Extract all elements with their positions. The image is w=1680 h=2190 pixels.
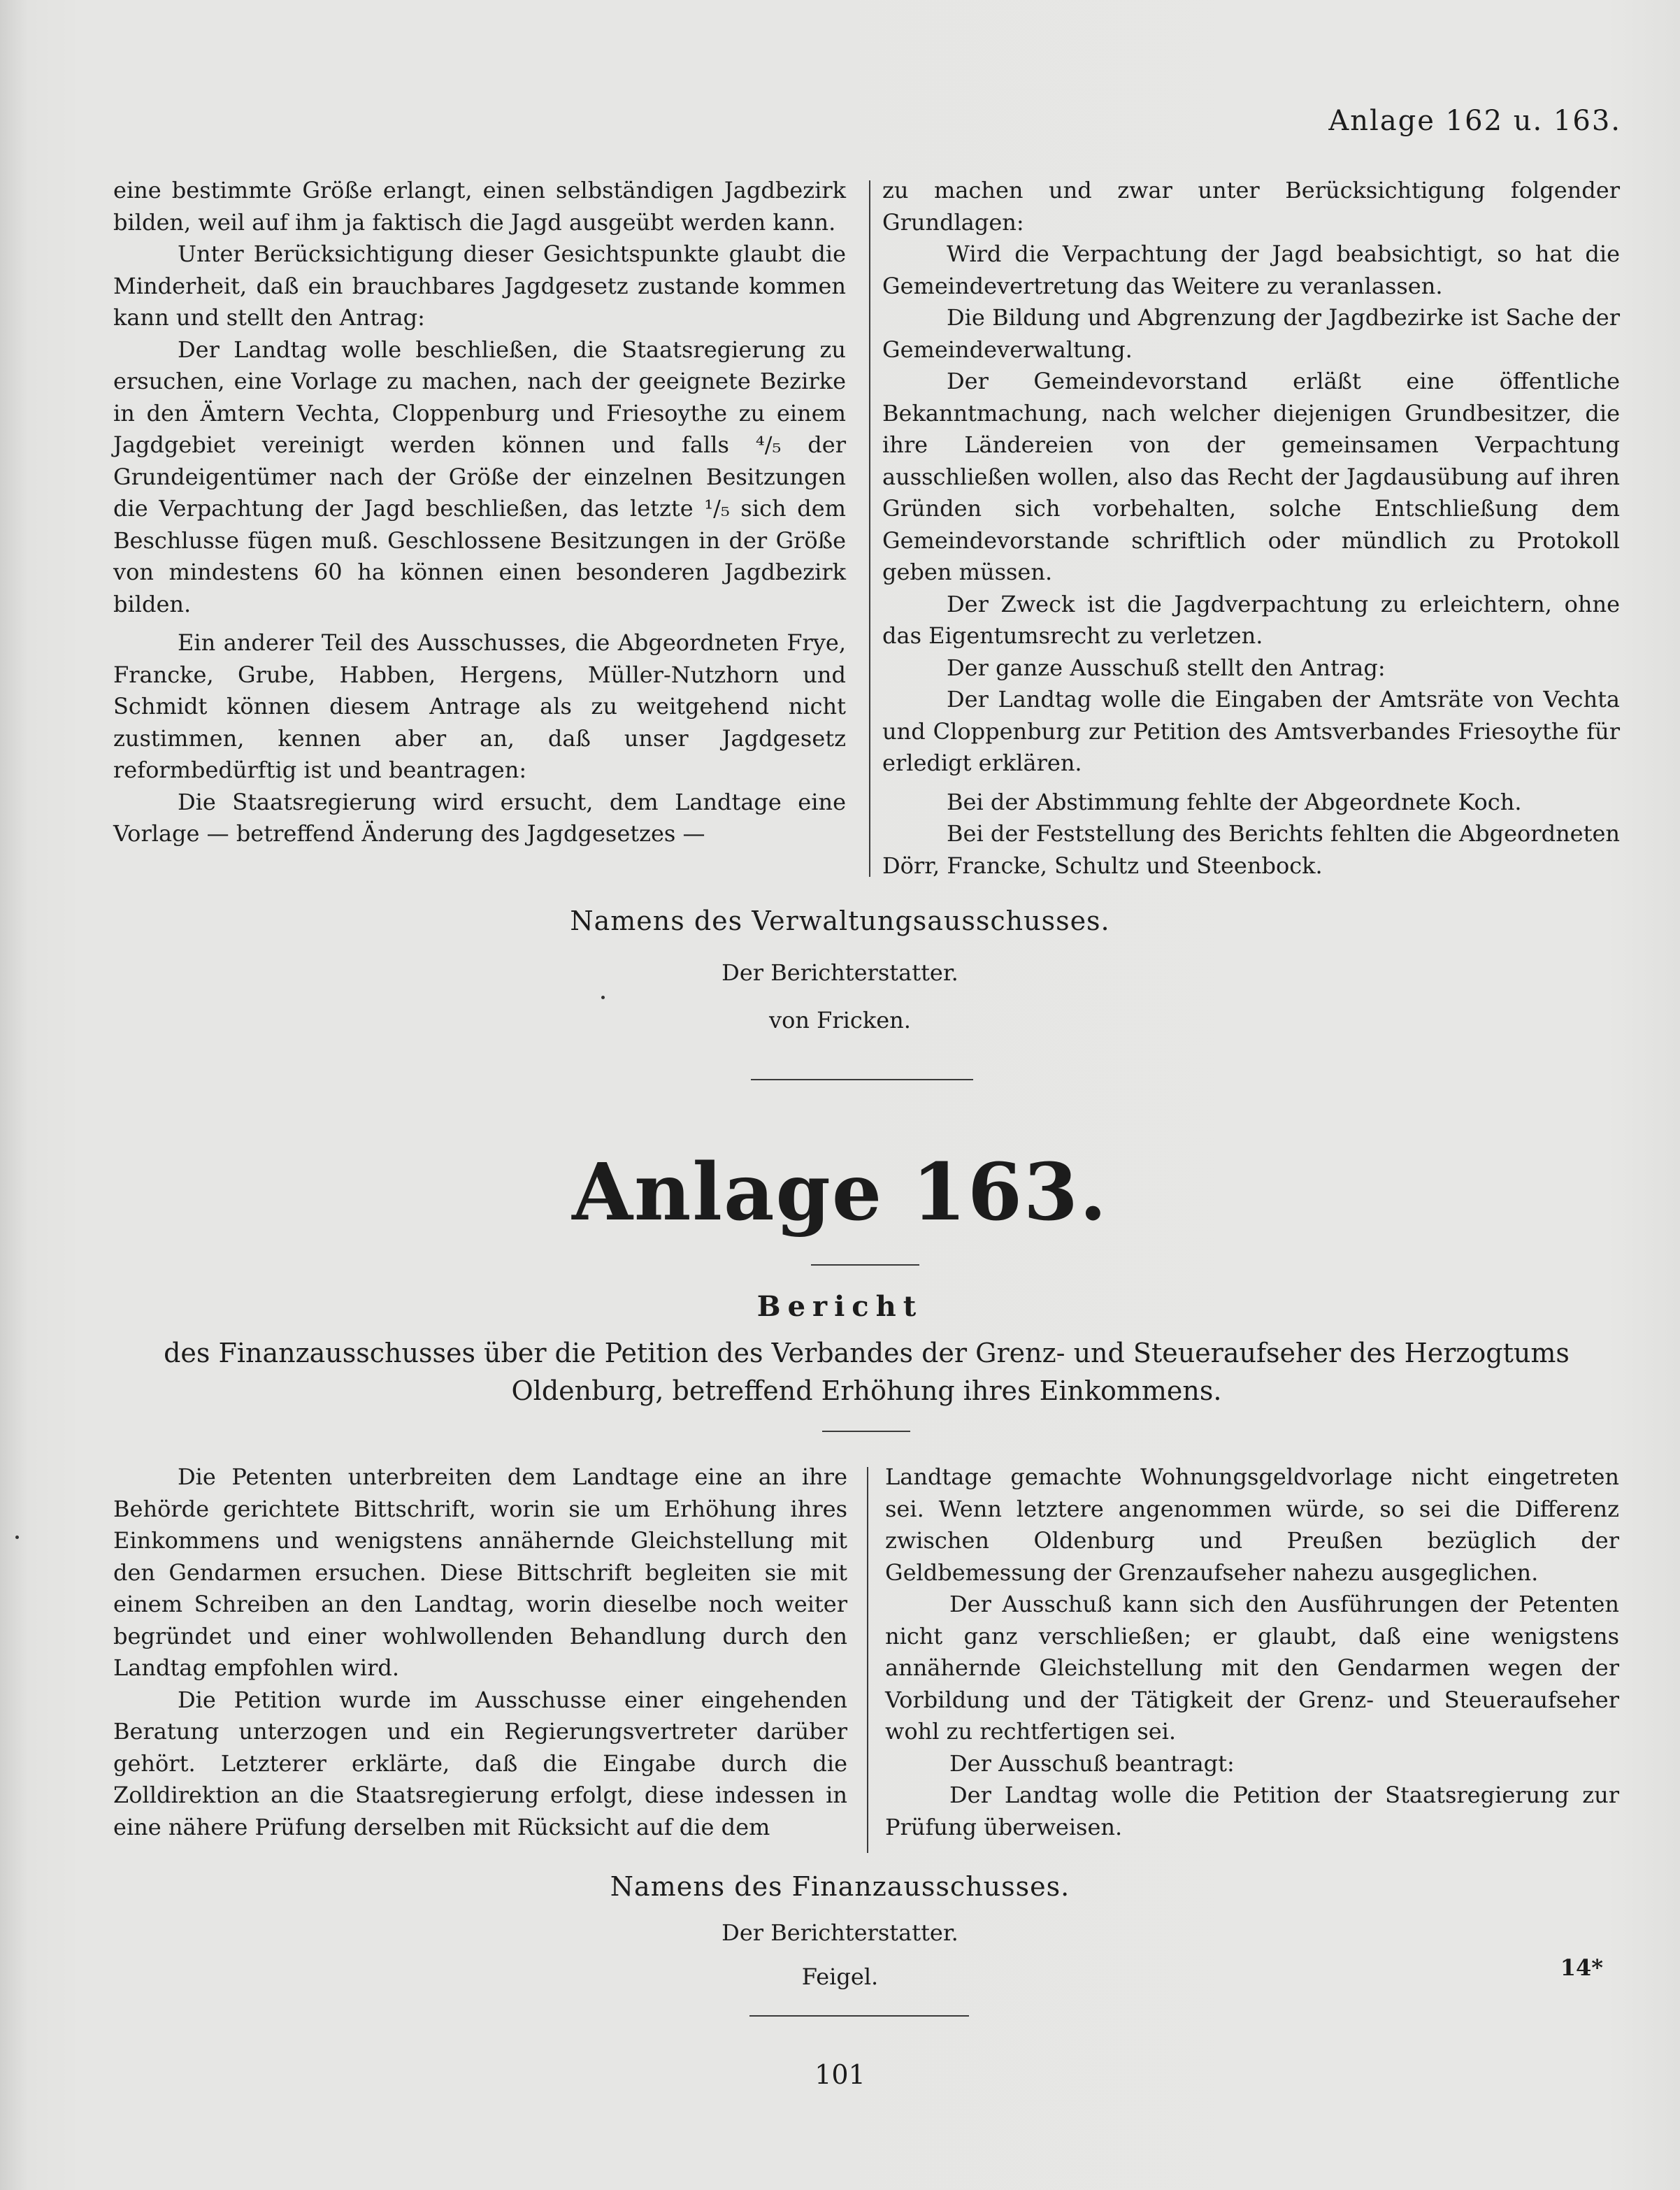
- closing-divider: [749, 2015, 969, 2017]
- report-heading: Bericht: [756, 1290, 924, 1323]
- paragraph: Bei der Feststellung des Berichts fehlten die Abgeordneten Dörr, Francke, Schultz und Steenbock.: [882, 820, 1621, 879]
- print-speck: [15, 1536, 19, 1539]
- paragraph: Die Bildung und Abgrenzung der Jagdbezirke ist Sache der Gemeindeverwaltung.: [882, 304, 1620, 363]
- signature-committee: Namens des Finanzausschusses.: [610, 1871, 1070, 1902]
- column-divider: [867, 1467, 868, 1853]
- paragraph: Der Gemeindevorstand erläßt eine öffentliche Bekanntmachung, nach welcher diejenigen Grundbesitzer, die ihre Ländereien von der gemeinsamen Verpachtung ausschließen wollen, also das Recht der Jagdausübung auf ihren Gründen sich vorbehalten, solche Entschließung dem Gemeindevorstande schriftlich oder mündlich zu Protokoll geben müssen.: [882, 368, 1620, 585]
- paragraph: Bei der Abstimmung fehlte der Abgeordnete Koch.: [947, 788, 1522, 815]
- signature-name: von Fricken.: [769, 1007, 911, 1033]
- motion-text: Der Landtag wolle die Eingaben der Amtsräte von Vechta und Cloppenburg zur Petition des Amtsverbandes Friesoythe für erledigt erklären.: [882, 686, 1620, 776]
- section-divider: [751, 1079, 973, 1080]
- lower-left-column: [113, 1461, 847, 1843]
- column-divider: [869, 180, 870, 877]
- upper-left-column: [113, 175, 846, 850]
- paragraph: Der Ausschuß kann sich den Ausführungen der Petenten nicht ganz verschließen; er glaubt, daß eine wenigstens annähernde Gleichstellung mit den Gendarmen wegen der Vorbildung und der Tätigkeit der Grenz- und Steueraufseher wohl zu rechtfertigen sei.: [885, 1591, 1619, 1745]
- signature-role: Der Berichterstatter.: [721, 959, 959, 986]
- paragraph: Die Petition wurde im Ausschusse einer eingehenden Beratung unterzogen und ein Regierungsvertreter darüber gehört. Letzterer erklärte, daß die Eingabe durch die Zolldirektion an die Staatsregierung erfolgt, diese indessen in eine nähere Prüfung derselben mit Rücksicht auf die dem: [113, 1686, 847, 1840]
- paragraph: Landtage gemachte Wohnungsgeldvorlage nicht eingetreten sei. Wenn letztere angenommen würde, so sei die Differenz zwischen Oldenburg und Preußen bezüglich der Geldbemessung der Grenzaufseher nahezu ausgeglichen.: [885, 1463, 1619, 1586]
- annex-title: Anlage 163.: [572, 1147, 1108, 1238]
- paragraph: Der ganze Ausschuß stellt den Antrag:: [947, 654, 1386, 681]
- paragraph: zu machen und zwar unter Berücksichtigung folgender Grundlagen:: [882, 177, 1620, 236]
- subtitle-divider: [822, 1431, 910, 1432]
- report-subtitle: des Finanzausschusses über die Petition des Verbandes der Grenz- und Steueraufseher des Herzogtums Oldenburg, betreffend Erhöhung ihres Einkommens.: [164, 1338, 1570, 1406]
- signature-role: Der Berichterstatter.: [721, 1919, 959, 1946]
- signature-committee: Namens des Verwaltungsausschusses.: [570, 906, 1110, 936]
- sheet-signature-mark: 14*: [1560, 1954, 1603, 1981]
- paragraph: Der Zweck ist die Jagdverpachtung zu erleichtern, ohne das Eigentumsrecht zu verletzen.: [882, 590, 1620, 649]
- print-speck: [601, 996, 605, 999]
- paragraph: eine bestimmte Größe erlangt, einen selbständigen Jagdbezirk bilden, weil auf ihm ja faktisch die Jagd ausgeübt werden kann.: [113, 177, 846, 236]
- paragraph: Unter Berücksichtigung dieser Gesichtspunkte glaubt die Minderheit, daß ein brauchbares Jagdgesetz zustande kommen kann und stellt den Antrag:: [113, 241, 846, 331]
- upper-right-column: [882, 175, 1620, 882]
- motion-text: Die Staatsregierung wird ersucht, dem Landtage eine Vorlage — betreffend Änderung des Jagdgesetzes —: [113, 788, 846, 847]
- motion-text: Der Landtag wolle die Petition der Staatsregierung zur Prüfung überweisen.: [885, 1782, 1619, 1840]
- paragraph: Die Petenten unterbreiten dem Landtage eine an ihre Behörde gerichtete Bittschrift, worin sie um Erhöhung ihres Einkommens und wenigstens annähernde Gleichstellung mit den Gendarmen ersuchen. Diese Bittschrift begleiten sie mit einem Schreiben an den Landtag, worin dieselbe noch weiter begründet und einer wohlwollenden Behandlung durch den Landtag empfohlen wird.: [113, 1463, 847, 1681]
- motion-text: Der Landtag wolle beschließen, die Staatsregierung zu ersuchen, eine Vorlage zu machen, nach der geeignete Bezirke in den Ämtern Vechta, Cloppenburg und Friesoythe zu einem Jagdgebiet vereinigt werden können und falls ⁴/₅ der Grundeigentümer nach der Größe der einzelnen Besitzungen die Verpachtung der Jagd beschließen, das letzte ¹/₅ sich dem Beschlusse fügen muß. Geschlossene Besitzungen in der Größe von mindestens 60 ha können einen besonderen Jagdbezirk bilden.: [113, 336, 846, 617]
- paragraph: Der Ausschuß beantragt:: [949, 1749, 1235, 1777]
- page-number: 101: [814, 2059, 866, 2090]
- annex-reference-header: Anlage 162 u. 163.: [1328, 105, 1621, 137]
- lower-right-column: [885, 1461, 1619, 1843]
- title-divider: [811, 1264, 919, 1266]
- motion-text: Wird die Verpachtung der Jagd beabsichtigt, so hat die Gemeindevertretung das Weitere zu veranlassen.: [882, 241, 1620, 299]
- signature-name: Feigel.: [801, 1963, 879, 1990]
- paragraph: Ein anderer Teil des Ausschusses, die Abgeordneten Frye, Francke, Grube, Habben, Hergens, Müller-Nutzhorn und Schmidt können diesem Antrage als zu weitgehend nicht zustimmen, kennen aber an, daß unser Jagdgesetz reformbedürftig ist und beantragen:: [113, 629, 846, 783]
